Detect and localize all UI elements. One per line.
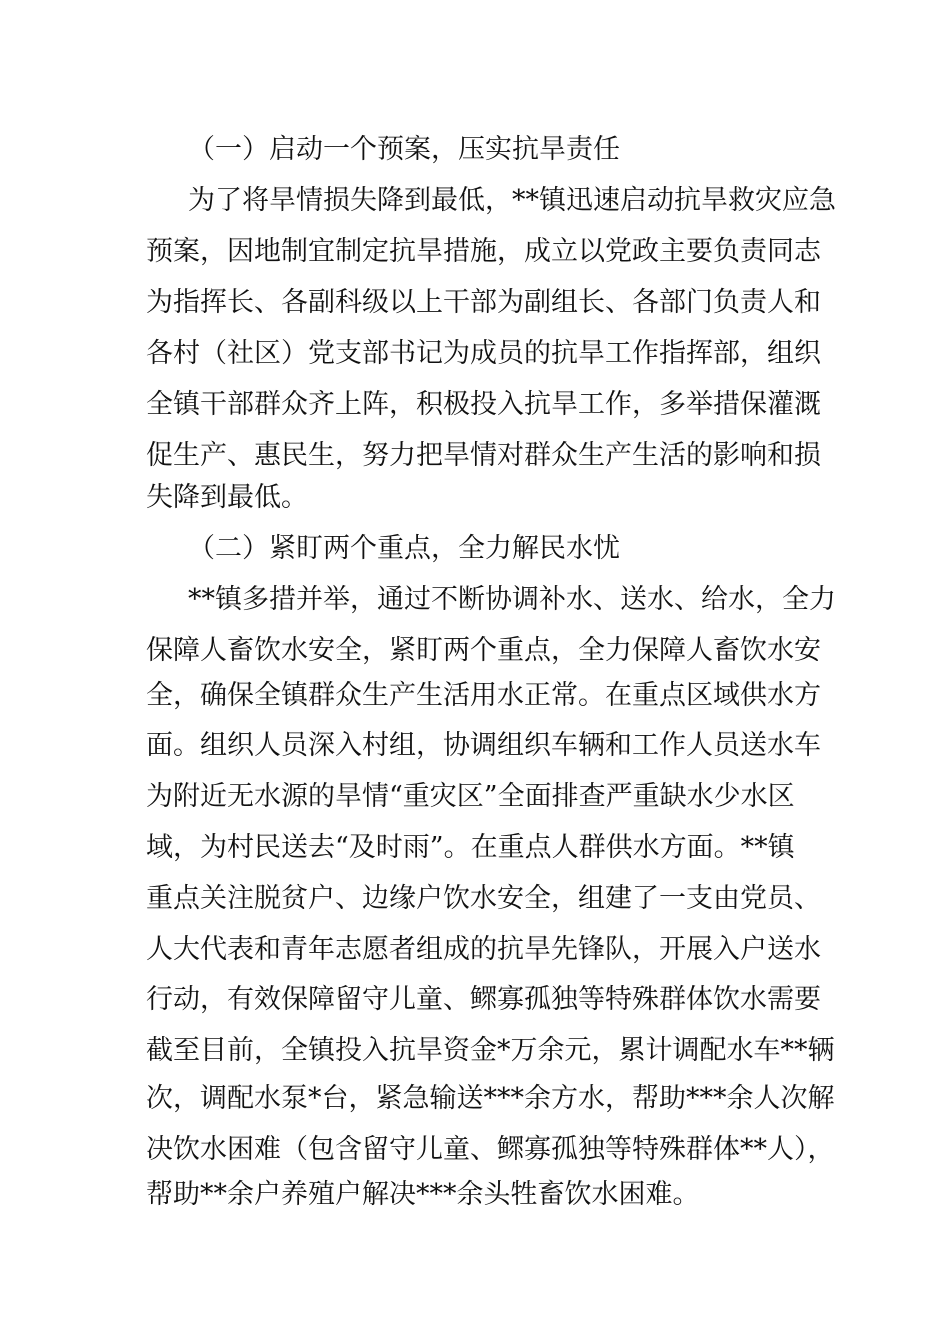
section1-line-3: 为指挥长、各副科级以上干部为副组长、各部门负责人和: [146, 287, 821, 318]
section2-heading: （二）紧盯两个重点，全力解民水忧: [188, 533, 620, 564]
section2-line-3: 全，确保全镇群众生产生活用水正常。在重点区域供水方: [146, 680, 821, 711]
section2-line-8: 人大代表和青年志愿者组成的抗旱先锋队，开展入户送水: [146, 934, 821, 965]
section1-line-6: 促生产、惠民生，努力把旱情对群众生产生活的影响和损: [146, 440, 821, 471]
section2-line-1: **镇多措并举，通过不断协调补水、送水、给水，全力: [188, 584, 836, 615]
section2-line-2: 保障人畜饮水安全，紧盯两个重点，全力保障人畜饮水安: [146, 635, 821, 666]
section1-line-2: 预案，因地制宜制定抗旱措施，成立以党政主要负责同志: [146, 236, 821, 267]
section2-line-4: 面。组织人员深入村组，协调组织车辆和工作人员送水车: [146, 730, 821, 761]
section2-line-7: 重点关注脱贫户、边缘户饮水安全，组建了一支由党员、: [146, 883, 821, 914]
section2-line-11: 次，调配水泵*台，紧急输送***余方水，帮助***余人次解: [146, 1083, 835, 1114]
section2-line-5: 为附近无水源的旱情“重灾区”全面排查严重缺水少水区: [146, 781, 795, 812]
section1-line-1: 为了将旱情损失降到最低，**镇迅速启动抗旱救灾应急: [188, 185, 836, 216]
section2-line-13: 帮助**余户养殖户解决***余头牲畜饮水困难。: [146, 1179, 700, 1210]
section1-line-4: 各村（社区）党支部书记为成员的抗旱工作指挥部，组织: [146, 338, 821, 369]
section2-line-10: 截至目前，全镇投入抗旱资金*万余元，累计调配水车**辆: [146, 1035, 835, 1066]
section2-line-9: 行动，有效保障留守儿童、鳏寡孤独等特殊群体饮水需要: [146, 984, 821, 1015]
section1-line-7: 失降到最低。: [146, 482, 308, 513]
section1-line-5: 全镇干部群众齐上阵，积极投入抗旱工作，多举措保灌溉: [146, 389, 821, 420]
section1-heading: （一）启动一个预案，压实抗旱责任: [188, 134, 620, 165]
section2-line-12: 决饮水困难（包含留守儿童、鳏寡孤独等特殊群体**人），: [146, 1134, 835, 1165]
section2-line-6: 域，为村民送去“及时雨”。在重点人群供水方面。**镇: [146, 832, 795, 863]
